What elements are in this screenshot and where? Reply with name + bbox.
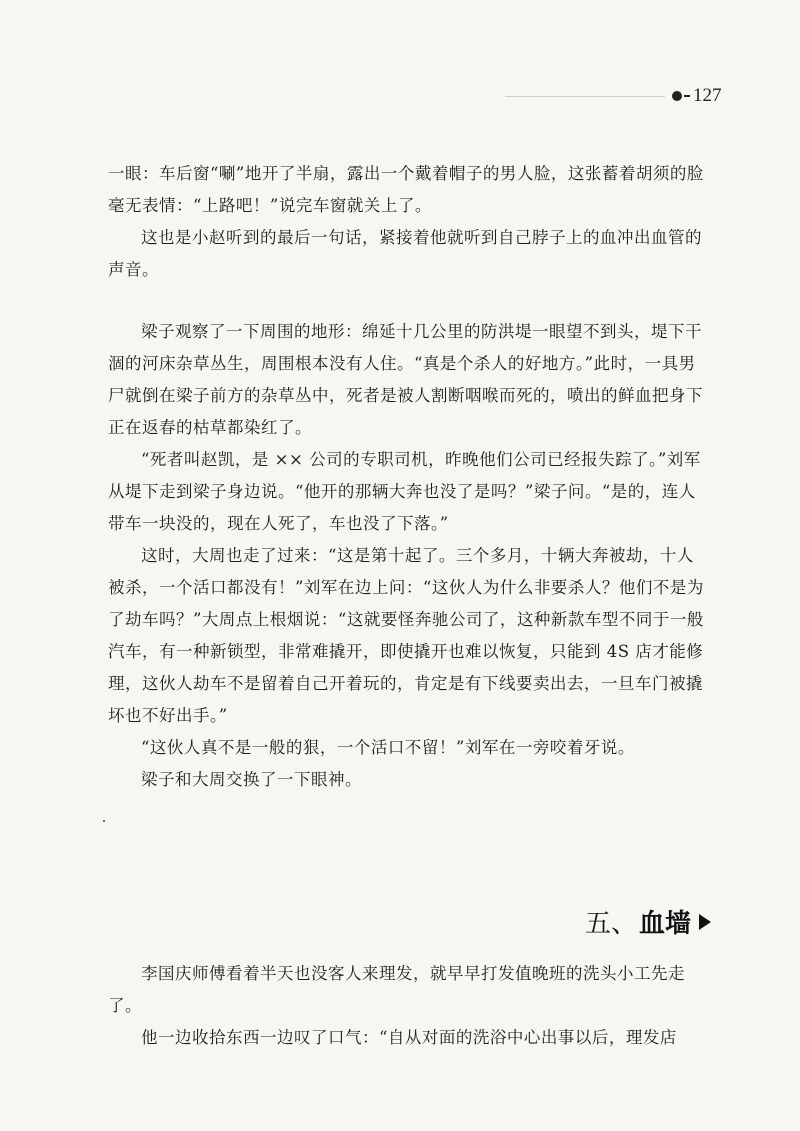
section-heading xyxy=(585,903,711,940)
text-block-bottom xyxy=(108,958,710,1054)
paragraph: “这伙人真不是一般的狠，一个活口不留！”刘军在一旁咬着牙说。 xyxy=(141,738,635,757)
section-title: 血墙 xyxy=(639,909,692,939)
bullet-icon xyxy=(672,91,682,101)
paragraph: 一眼：车后窗“唰”地开了半扇，露出一个戴着帽子的男人脸，这张蓄着胡须的脸毫无表情：“上路吧！”说完车窗就关上了。 xyxy=(108,164,704,215)
section-number: 五、 xyxy=(585,909,638,939)
scan-speck xyxy=(103,820,105,822)
text-block-middle xyxy=(108,316,710,796)
paragraph: 这也是小赵听到的最后一句话，紧接着他就听到自己脖子上的血冲出血管的声音。 xyxy=(108,228,702,279)
header-rule xyxy=(505,96,665,97)
paragraph: “死者叫赵凯，是 ×× 公司的专职司机，昨晚他们公司已经报失踪了。”刘军从堤下走到梁子身边说。“他开的那辆大奔也没了是吗？”梁子问。“是的，连人带车一块没的，现在人死了，车也没了下落。” xyxy=(108,450,701,533)
bullet-tail-icon xyxy=(684,95,690,97)
paragraph: 这时，大周也走了过来：“这是第十起了。三个多月，十辆大奔被劫，十人被杀，一个活口都没有！”刘军在边上问：“这伙人为什么非要杀人？他们不是为了劫车吗？”大周点上根烟说：“这就要怪奔驰公司了，这种新款车型不同于一般汽车，有一种新锁型，非常难撬开，即使撬开也难以恢复，只能到 4S 店才能修理，这伙人劫车不是留着自己开着玩的，肯定是有下线要卖出去，一旦车门被撬坏也不好出手。” xyxy=(108,546,704,725)
paragraph: 李国庆师傅看着半天也没客人来理发，就早早打发值晚班的洗头小工先走了。 xyxy=(108,964,685,1015)
paragraph: 他一边收拾东西一边叹了口气：“自从对面的洗浴中心出事以后，理发店 xyxy=(141,1028,677,1047)
paragraph: 梁子和大周交换了一下眼神。 xyxy=(141,770,362,789)
page-number-text: 127 xyxy=(693,85,722,106)
triangle-right-icon xyxy=(699,914,711,930)
paragraph: 梁子观察了一下周围的地形：绵延十几公里的防洪堤一眼望不到头，堤下干涸的河床杂草丛生，周围根本没有人住。“真是个杀人的好地方。”此时，一具男尸就倒在梁子前方的杂草丛中，死者是被人割断咽喉而死的，喷出的鲜血把身下正在返春的枯草都染红了。 xyxy=(108,322,703,437)
text-block-top xyxy=(108,158,710,286)
page-number xyxy=(672,85,722,107)
